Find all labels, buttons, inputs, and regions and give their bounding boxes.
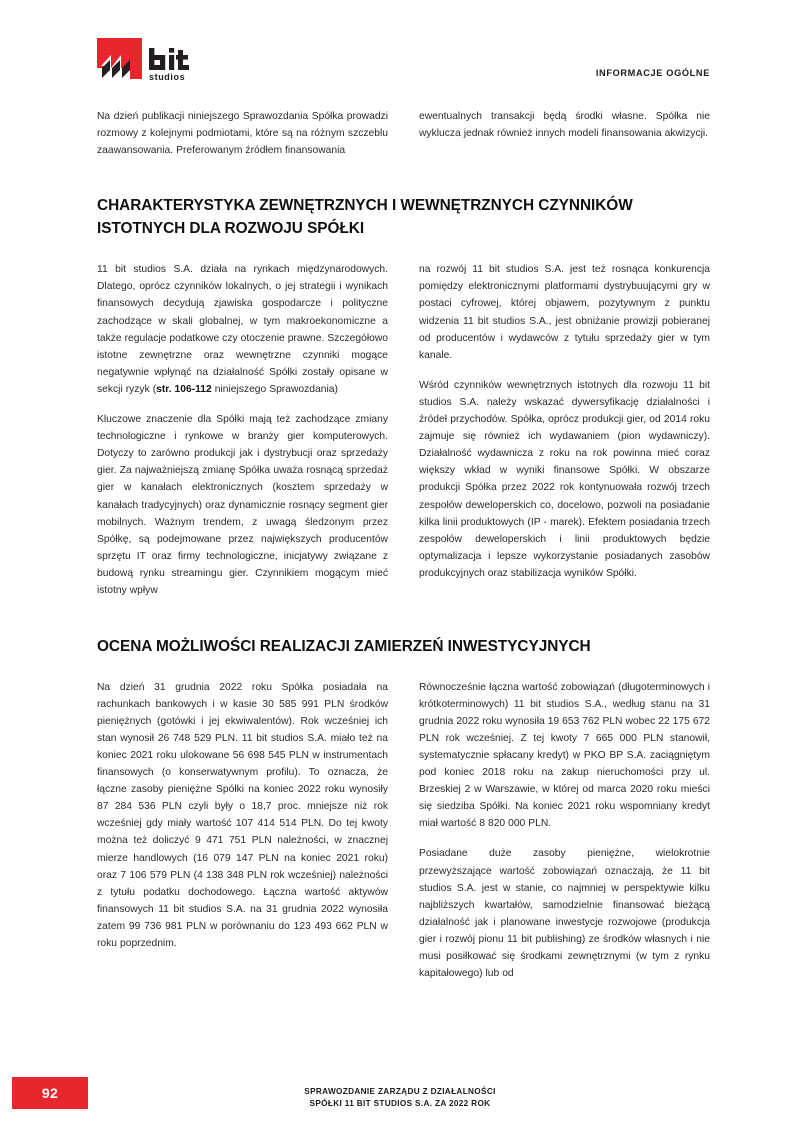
intro-paragraph-left: Na dzień publikacji niniejszego Sprawozdania Spółka prowadzi rozmowy z kolejnymi podmiotami, które są na różnym szczeblu zaawansowania. Preferowanym źródłem finansowania: [97, 111, 388, 157]
section-1-left-paragraph-1: [97, 261, 388, 398]
section-2-right-paragraph-2: Posiadane duże zasoby pieniężne, wielokrotnie przewyższające wartość zobowiązań oznaczają, że 11 bit studios S.A. jest w stanie, co najmniej w perspektywie kilku najbliższych kwartałów, samodzielnie finansować bieżącą działalność jak i planowane inwestycje rozwojowe (produkcja gier i rozwój pionu 11 bit publishing) ze środków własnych i nie musi posiłkować się środkami zewnętrznymi (w tym z rynku kapitałowego) lub od: [419, 848, 710, 980]
footer-title: [0, 1086, 800, 1109]
page-number: 92: [41, 1085, 59, 1101]
intro-column-right: [419, 108, 710, 142]
spacer: [97, 240, 711, 261]
footer-title-line-2: SPÓŁKI 11 BIT STUDIOS S.A. ZA 2022 ROK: [309, 1098, 491, 1108]
page-footer: [0, 1059, 800, 1131]
intro-column-left: [97, 108, 388, 159]
section-2-column-right: [419, 679, 710, 983]
section-1-columns: [97, 261, 711, 599]
intro-columns: [97, 108, 711, 159]
company-logo: [97, 38, 207, 84]
section-2-left-paragraph-1: Na dzień 31 grudnia 2022 roku Spółka posiadała na rachunkach bankowych i w kasie 30 585 991 PLN środków pieniężnych (gotówki i jej ekwiwalentów). Rok wcześniej ich stan wynosił 26 748 529 PLN. 11 bit studios S.A. miało też na koniec 2021 roku ulokowane 56 698 545 PLN w instrumentach finansowych (o konserwatywnym profilu). To oznacza, że łączne zasoby pieniężne Spółki na koniec 2022 roku wynosiły 87 284 536 PLN czyli były o 18,7 proc. mniejsze niż rok wcześniej gdy miały wartość 107 414 514 PLN. Do tej kwoty można też doliczyć 9 471 751 PLN należności, w znacznej mierze handlowych (16 079 147 PLN na koniec 2021 roku) oraz 7 106 579 PLN (4 138 348 PLN rok wcześniej) należności z tytułu podatku dochodowego. Łączna wartość aktywów finansowych 11 bit studios S.A. na 31 grudnia 2022 wynosiła zatem 99 736 981 PLN w porównaniu do 123 493 662 PLN w roku poprzednim.: [97, 681, 388, 949]
text-run-b: niniejszego Sprawozdania): [211, 383, 338, 395]
page-content: [97, 108, 711, 982]
section-1-right-paragraph-2: Wśród czynników wewnętrznych istotnych dla rozwoju 11 bit studios S.A. należy wskazać dywersyfikację działalności i źródeł przychodów. Spółka, oprócz produkcji gier, od 2014 roku zajmuje się również ich wydawaniem (pion wydawniczy). Działalność wydawnicza z roku na rok powinna mieć coraz większy wkład w wyniki finansowe Spółki. W obszarze produkcji Spółka przez 2022 rok kontynuowała rozwój trzech zespołów deweloperskich co, docelowo, pozwoli na posiadanie kilka linii produktowych (IP - marek). Efektem posiadania trzech zespołów deweloperskich i linii produktowych będzie optymalizacja i lepsze wykorzystanie posiadanych zasobów produkcyjnych oraz stabilizacja wyników Spółki.: [419, 379, 710, 579]
svg-text:studios: studios: [149, 72, 186, 82]
intro-paragraph-right: ewentualnych transakcji będą środki własne. Spółka nie wyklucza jednak również innych modeli finansowania akwizycji.: [419, 111, 710, 140]
section-1-left-paragraph-2: Kluczowe znaczenie dla Spółki mają też zachodzące zmiany technologiczne i rynkowe w branży gier komputerowych. Dotyczy to zarówno produkcji jak i dystrybucji oraz sprzedaży gier. Za najważniejszą zmianę Spółka uważa rosnącą sprzedaż gier w kanałach elektronicznych (kosztem sprzedaży w kanałach tradycyjnych) oraz dynamicznie rosnący segment gier mobilnych. Ważnym trendem, z uwagą śledzonym przez Spółkę, są podejmowane przez największych producentów sprzętu IT oraz firmy technologiczne, inicjatywy związane z budową rynku streamingu gier. Czynnikiem mogącym mieć istotny wpływ: [97, 414, 388, 596]
section-heading-1: CHARAKTERYSTYKA ZEWNĘTRZNYCH I WEWNĘTRZNYCH CZYNNIKÓW ISTOTNYCH DLA ROZWOJU SPÓŁKI: [97, 197, 633, 237]
section-heading-2: OCENA MOŻLIWOŚCI REALIZACJI ZAMIERZEŃ INWESTYCYJNYCH: [97, 638, 591, 656]
spacer: [97, 599, 711, 636]
logo-mark-icon: [97, 38, 207, 84]
footer-title-line-1: SPRAWOZDANIE ZARZĄDU Z DZIAŁALNOŚCI: [304, 1087, 496, 1096]
spacer: [97, 659, 711, 679]
section-1-column-right: [419, 261, 710, 582]
section-1-right-paragraph-1: na rozwój 11 bit studios S.A. jest też rosnąca konkurencja pomiędzy elektronicznymi platformami dystrybuującymi gry w postaci cyfrowej, której objawem, pozytywnym z punktu widzenia 11 bit studios S.A., jest obniżanie prowizji pobieranej od producentów i wydawców z tytułu sprzedaży gier w tym kanale.: [419, 264, 710, 361]
section-2-column-left: [97, 679, 388, 953]
spacer: [97, 159, 711, 195]
page-reference-bold: str. 106-112: [156, 383, 212, 395]
section-1-column-left: [97, 261, 388, 599]
header-section-label: INFORMACJE OGÓLNE: [595, 68, 710, 78]
page-header: [0, 0, 800, 98]
section-2-columns: [97, 679, 711, 983]
section-2-right-paragraph-1: Równocześnie łączna wartość zobowiązań (długoterminowych i krótkoterminowych) 11 bit studios S.A., według stanu na 31 grudnia 2022 roku wynosiła 19 653 762 PLN wobec 22 175 672 PLN rok wcześniej. Z tej kwoty 7 665 000 PLN stanowił, systematycznie spłacany kredyt) w PKO BP S.A. zaciągniętym pod koniec 2018 roku na zakup nieruchomości przy ul. Brzeskiej 2 w Warszawie, w której od marca 2020 roku mieści się siedziba Spółki. Na koniec 2021 roku wspomniany kredyt miał wartość 8 820 000 PLN.: [419, 681, 710, 830]
text-run-a: 11 bit studios S.A. działa na rynkach międzynarodowych. Dlatego, oprócz czynników lokalnych, o jej strategii i wynikach finansowych decydują zjawiska gospodarcze i polityczne zachodzące w skali globalnej, w tym makroekonomiczne a także regulacje podatkowe czy otoczenie prawne. Szczegółowo istotne zewnętrzne oraz wewnętrzne czynniki mogące negatywnie wpłynąć na działalność Spółki zostały opisane w sekcji ryzyk (: [97, 264, 388, 395]
